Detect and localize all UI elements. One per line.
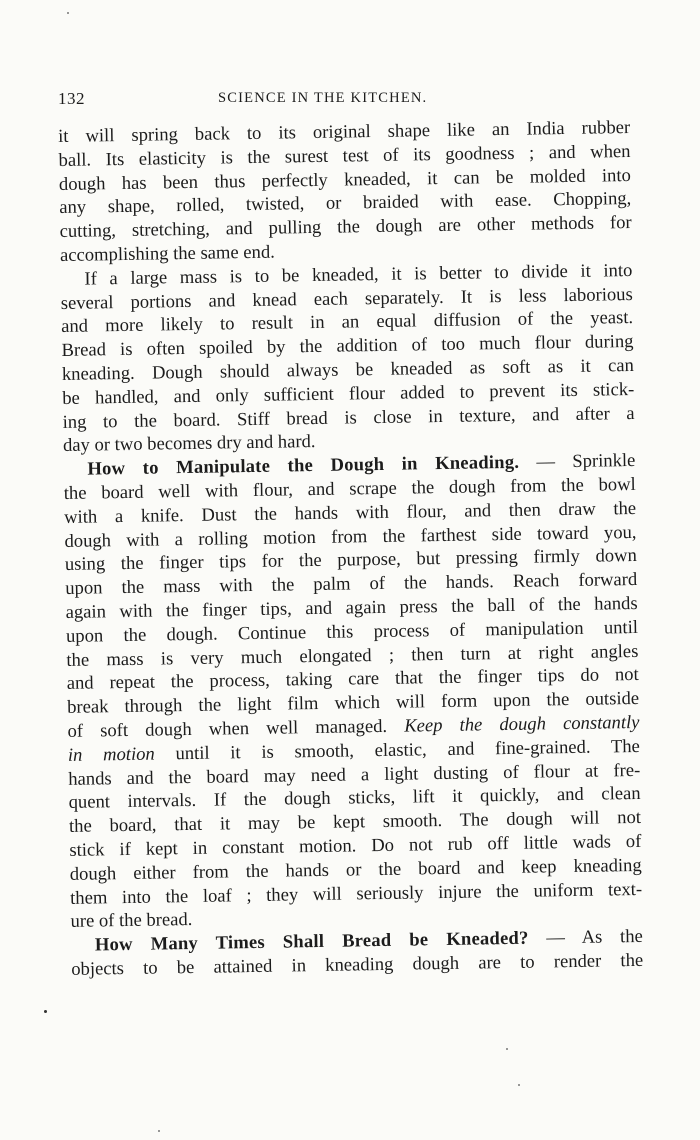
scan-speck: [44, 1010, 47, 1013]
text-line: and more likely to result in an equal diffusion of the yeast.: [61, 307, 634, 338]
section-kneading: [63, 449, 642, 934]
page-header: [58, 88, 638, 112]
text-line: quent intervals. If the dough sticks, lift it quickly, and clean: [68, 783, 641, 814]
text-line: upon the mass with the palm of the hands. Reach forward: [65, 569, 638, 600]
text-line: be handled, and only sufficient flour added to prevent its stick-: [62, 378, 635, 409]
section-heading: How to Manipulate the Dough in Kneading.: [87, 451, 520, 480]
text-line: stick if kept in constant motion. Do not rub off little wads of: [69, 830, 642, 861]
italic-emphasis: in motion: [67, 743, 155, 766]
paragraph: [58, 116, 632, 268]
text-run: until it is smooth, elastic, and fine-grained. The: [154, 735, 641, 765]
text-line: day or two becomes dry and hard.: [62, 431, 316, 457]
text-line: dough with a rolling motion from the farthest side toward you,: [64, 521, 637, 552]
text-line: break through the light film which will form upon the outside: [66, 688, 640, 719]
text-line: ball. Its elasticity is the surest test of its goodness ; and when: [58, 140, 631, 171]
text-line: hands and the board may need a light dusting of flour at fre-: [68, 759, 641, 790]
text-line: accomplishing the same end.: [59, 241, 276, 266]
body-text: [58, 116, 643, 982]
text-line: them into the loaf ; they will seriously injure the uniform text-: [69, 878, 643, 909]
text-line: cutting, stretching, and pulling the dough are other methods for: [59, 212, 632, 243]
text-run: — As the: [528, 926, 643, 949]
scan-speck: [67, 12, 69, 14]
section-kneading-times: [71, 925, 644, 982]
text-line: kneading. Dough should always be kneaded as soft as it can: [61, 354, 635, 385]
text-line: dough has been thus perfectly kneaded, it can be molded into: [58, 164, 632, 195]
text-run: of soft dough when well managed.: [67, 715, 405, 742]
text-line: dough either from the hands or the board and keep kneading: [69, 854, 642, 885]
scan-speck: [158, 1130, 160, 1132]
text-line: objects to be attained in kneading dough are to render the: [71, 949, 644, 980]
text-line: Bread is often spoiled by the addition of too much flour during: [61, 331, 634, 362]
text-line: ing to the board. Stiff bread is close in texture, and after a: [62, 402, 635, 433]
text-line: several portions and knead each separately. It is less laborious: [60, 283, 633, 314]
paragraph: [60, 259, 635, 458]
text-line: using the finger tips for the purpose, but pressing firmly down: [64, 545, 638, 576]
text-line: the mass is very much elongated ; then turn at right angles: [66, 640, 639, 671]
running-head: SCIENCE IN THE KITCHEN.: [218, 90, 428, 106]
italic-emphasis: Keep the dough constantly: [404, 711, 640, 737]
text-run: — Sprinkle: [518, 450, 636, 473]
text-line: the board well with flour, and scrape the dough from the bowl: [63, 473, 636, 504]
text-line: upon the dough. Continue this process of manipulation until: [65, 616, 639, 647]
text-line: again with the finger tips, and again press the ball of the hands: [65, 592, 638, 623]
text-line: it will spring back to its original shape like an India rubber: [58, 117, 631, 147]
text-line: with a knife. Dust the hands with flour, and then draw the: [63, 497, 637, 528]
text-line: and repeat the process, taking care that the finger tips do not: [66, 664, 639, 695]
scan-speck: [506, 1048, 508, 1050]
section-heading: How Many Times Shall Bread be Kneaded?: [94, 927, 529, 956]
text-line: the board, that it may be kept smooth. The dough will not: [68, 807, 642, 838]
text-line: ure of the bread.: [70, 909, 193, 933]
text-line: If a large mass is to be kneaded, it is better to divide it into: [84, 259, 633, 290]
scan-speck: [518, 1084, 520, 1086]
page-number: 132: [58, 89, 85, 108]
text-line: any shape, rolled, twisted, or braided with ease. Chopping,: [59, 188, 632, 219]
